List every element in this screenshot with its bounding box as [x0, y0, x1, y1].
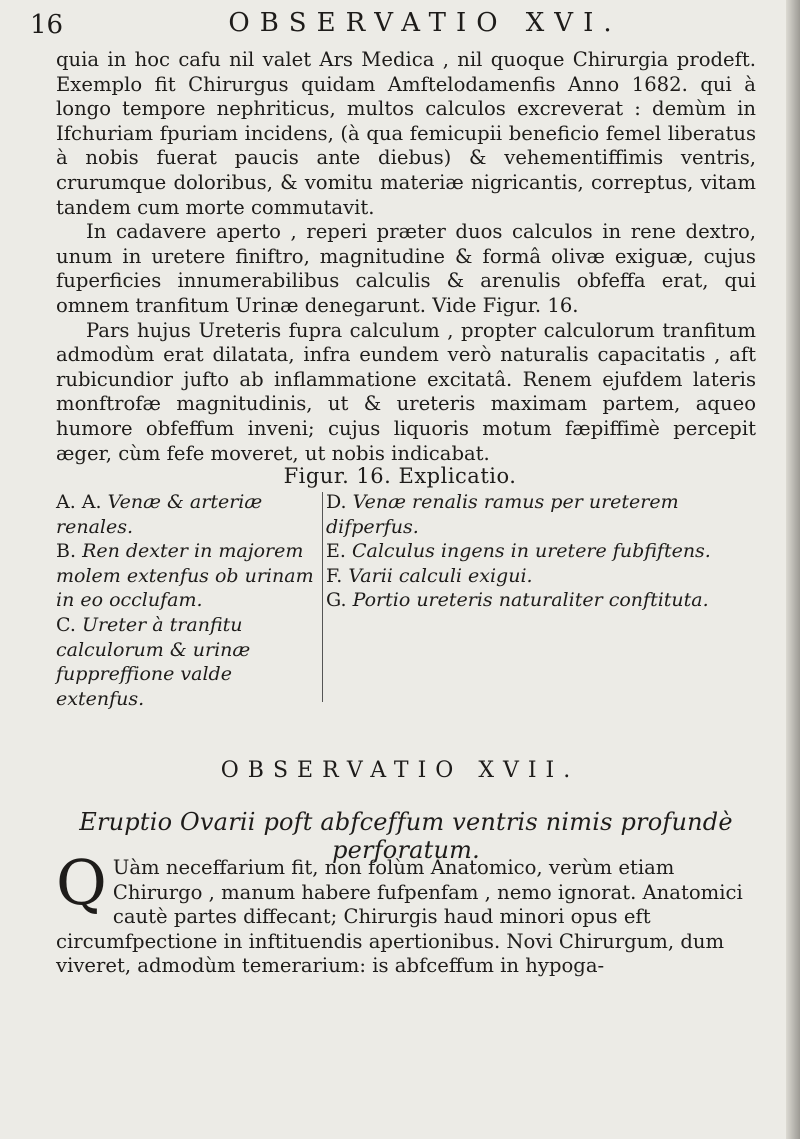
legend-label: B.: [56, 540, 77, 563]
legend-item: [56, 613, 320, 711]
observation-text-block: [56, 846, 756, 979]
legend-item: [326, 588, 756, 613]
running-head: [30, 6, 760, 46]
legend-item: [56, 490, 320, 539]
legend-text: Portio ureteris naturaliter conftituta.: [352, 589, 709, 612]
legend-label: A. A.: [56, 491, 102, 513]
legend-text: Varii calculi exigui.: [348, 564, 533, 587]
legend-label: F.: [326, 564, 343, 587]
legend-text: Venæ & arteriæ renales.: [56, 491, 263, 538]
legend-text: Venæ renalis ramus per ureterem difperfus.: [326, 491, 679, 538]
observation-text: Uàm neceffarium fit, non folùm Anatomico, verùm etiam Chirurgo , manum habere fufpenfam , nemo ignorat. Anatomici cautè partes diffecant; Chirurgis haud minori opus eft circumfpectione in inftituendis apertionibus. Novi Chirurgum, dum viveret, admodùm temerarium: is abfceffum in hypoga-: [56, 856, 743, 978]
main-text: [56, 48, 756, 466]
paragraph: Pars hujus Ureteris fupra calculum , propter calculorum tranfitum admodùm erat dilatata, infra eundem verò naturalis capacitatis , aft rubicundior jufto ab inflammatione excitatâ. Renem ejufdem lateris monftrofæ magnitudinis, ut & ureteris maximam partem, aqueo humore obfeffum inveni; cujus liquoris motum fæpiffimè percepit æger, cùm fefe moveret, ut nobis indicabat.: [56, 318, 756, 465]
legend-text: Calculus ingens in uretere fubfiftens.: [351, 540, 711, 563]
page-edge: [786, 0, 800, 1139]
legend-item: [326, 564, 756, 589]
figure-heading: Figur. 16. Explicatio.: [283, 464, 517, 488]
legend-left-column: [56, 490, 320, 711]
legend-text: Ureter à tranfitu calculorum & urinæ fuppreffione valde extenfus.: [56, 613, 251, 710]
legend-label: C.: [56, 613, 76, 636]
legend-label: G.: [326, 589, 347, 612]
running-title: OBSERVATIO XVI.: [228, 8, 622, 38]
observation-heading: OBSERVATIO XVII.: [220, 758, 580, 783]
legend-label: E.: [326, 540, 346, 563]
legend-item: [326, 490, 756, 539]
legend-divider: [322, 492, 323, 702]
page-number: 16: [30, 10, 64, 40]
legend-item: [56, 539, 320, 613]
legend-label: D.: [326, 491, 347, 513]
observation-subtitle: Eruptio Ovarii poft abfceffum ventris nimis profundè perforatum.: [79, 808, 733, 864]
drop-cap: Q: [56, 846, 107, 919]
legend-right-column: [326, 490, 756, 613]
paragraph: In cadavere aperto , reperi præter duos calculos in rene dextro, unum in uretere finiftro, magnitudine & formâ olivæ exiguæ, cujus fuperficies innumerabilibus calculis & arenulis obfeffa erat, qui omnem tranfitum Urinæ denegarunt. Vide Figur. 16.: [56, 220, 756, 317]
legend-item: [326, 539, 756, 564]
legend-text: Ren dexter in majorem molem extenfus ob urinam in eo occlufam.: [56, 540, 314, 612]
paragraph: quia in hoc cafu nil valet Ars Medica , nil quoque Chirurgia prodeft. Exemplo fit Chirurgus quidam Amftelodamenfis Anno 1682. qui à longo tempore nephriticus, multos calculos excreverat : demùm in Ifchuriam fpuriam incidens, (à qua femicupii beneficio femel liberatus à nobis fuerat paucis ante diebus) & vehementiffimis ventris, crurumque doloribus, & vomitu materiæ nigricantis, correptus, vitam tandem cum morte commutavit.: [56, 48, 756, 219]
